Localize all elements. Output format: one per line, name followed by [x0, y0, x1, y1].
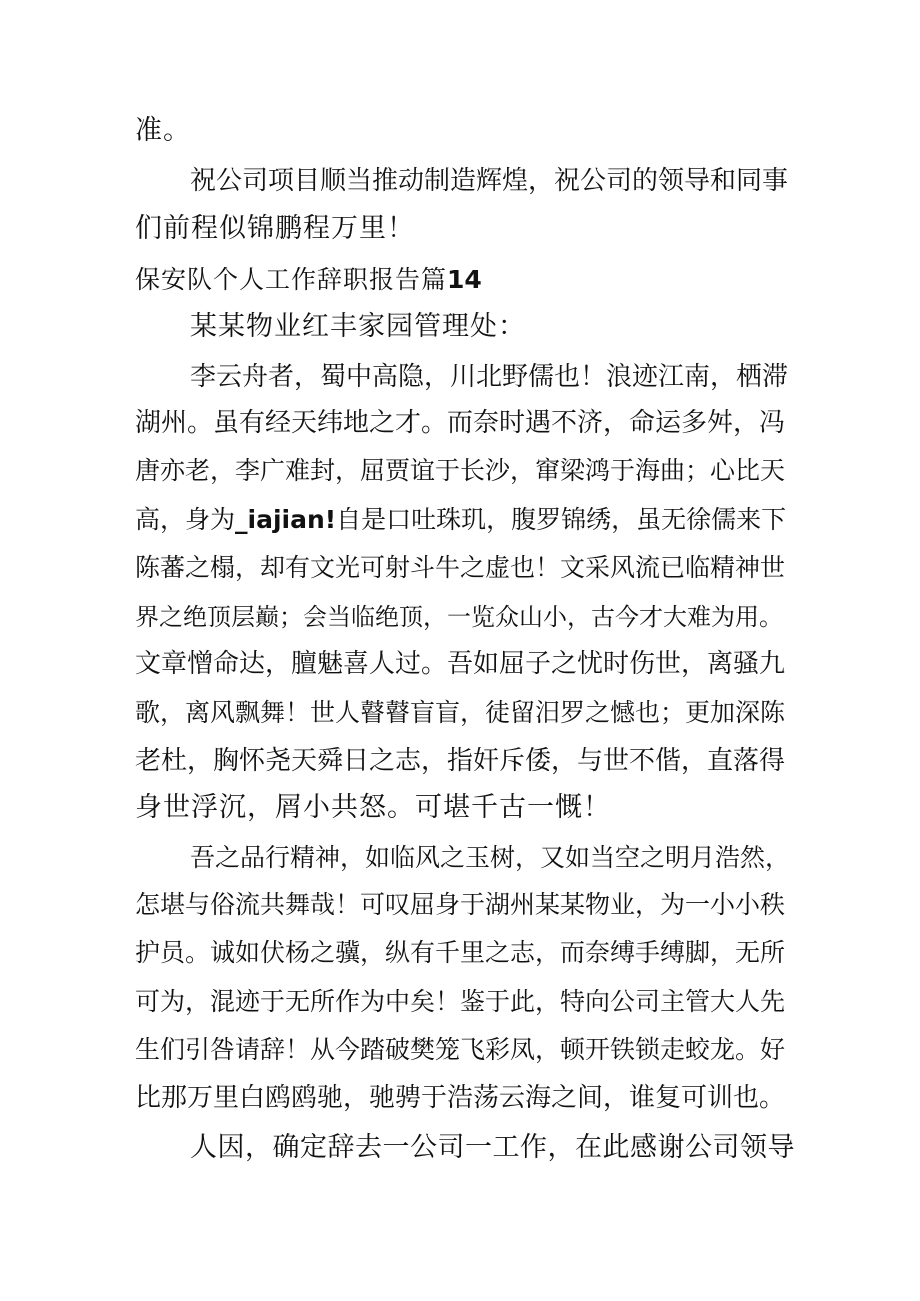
text-line: 唐亦老，李广难封，屈贾谊于长沙，窜梁鸿于海曲；心比天 — [135, 456, 786, 485]
text-line — [135, 504, 795, 536]
heading-number: 14 — [447, 265, 482, 294]
text-line: 湖州。虽有经天纬地之才。而奈时遇不济，命运多舛，冯 — [135, 408, 786, 438]
text-line: 比那万里白鸥鸥驰，驰骋于浩荡云海之间，谁复可训也。 — [135, 1083, 786, 1113]
text-line: 们前程似锦鹏程万里！ — [135, 213, 415, 244]
text-line: 文章憎命达，膻魅喜人过。吾如屈子之忧时伤世，离骚九 — [135, 649, 786, 679]
text-line: 身世浮沉，屑小共怒。可堪千古一慨！ — [135, 792, 611, 823]
text-line: 护员。诚如伏杨之骥，纵有千里之志，而奈缚手缚脚，无所 — [135, 938, 786, 967]
bold-text-run: _iajian! — [235, 505, 337, 534]
text-line: 老杜，胸怀尧天舜日之志，指奸斥倭，与世不偕，直落得 — [135, 746, 786, 776]
text-run: 自是口吐珠玑，腹罗锦绣，虽无徐儒来下 — [336, 505, 787, 534]
section-heading — [135, 264, 795, 296]
salutation: 某某物业红丰家园管理处： — [190, 311, 526, 342]
text-line: 生们引咎请辞！从今踏破樊笼飞彩凤，顿开铁锁走蛟龙。好 — [135, 1035, 786, 1064]
heading-text: 保安队个人工作辞职报告篇 — [135, 265, 448, 294]
text-line: 准。 — [135, 115, 191, 146]
text-line: 歌，离风飘舞！世人瞽瞽盲盲，徒留汨罗之憾也；更加深陈 — [135, 698, 786, 727]
text-line: 祝公司项目顺当推动制造辉煌，祝公司的领导和同事 — [190, 166, 789, 196]
text-line: 陈蕃之榻，却有文光可射斗牛之虚也！文采风流已临精神世 — [135, 553, 786, 582]
text-run: 高，身为 — [135, 505, 236, 534]
text-line: 李云舟者，蜀中高隐，川北野儒也！浪迹江南，栖滞 — [190, 362, 789, 392]
text-line: 人因，确定辞去一公司一工作，在此感谢公司领导 — [190, 1132, 795, 1163]
text-line: 吾之品行精神，如临风之玉树，又如当空之明月浩然， — [190, 843, 791, 872]
text-line: 怎堪与俗流共舞哉！可叹屈身于湖州某某物业，为一小小秩 — [135, 890, 786, 919]
text-line: 界之绝顶层巅；会当临绝顶，一览众山小，古今才大难为用。 — [135, 603, 783, 631]
text-line: 可为，混迹于无所作为中矣！鉴于此，特向公司主管大人先 — [135, 987, 786, 1016]
